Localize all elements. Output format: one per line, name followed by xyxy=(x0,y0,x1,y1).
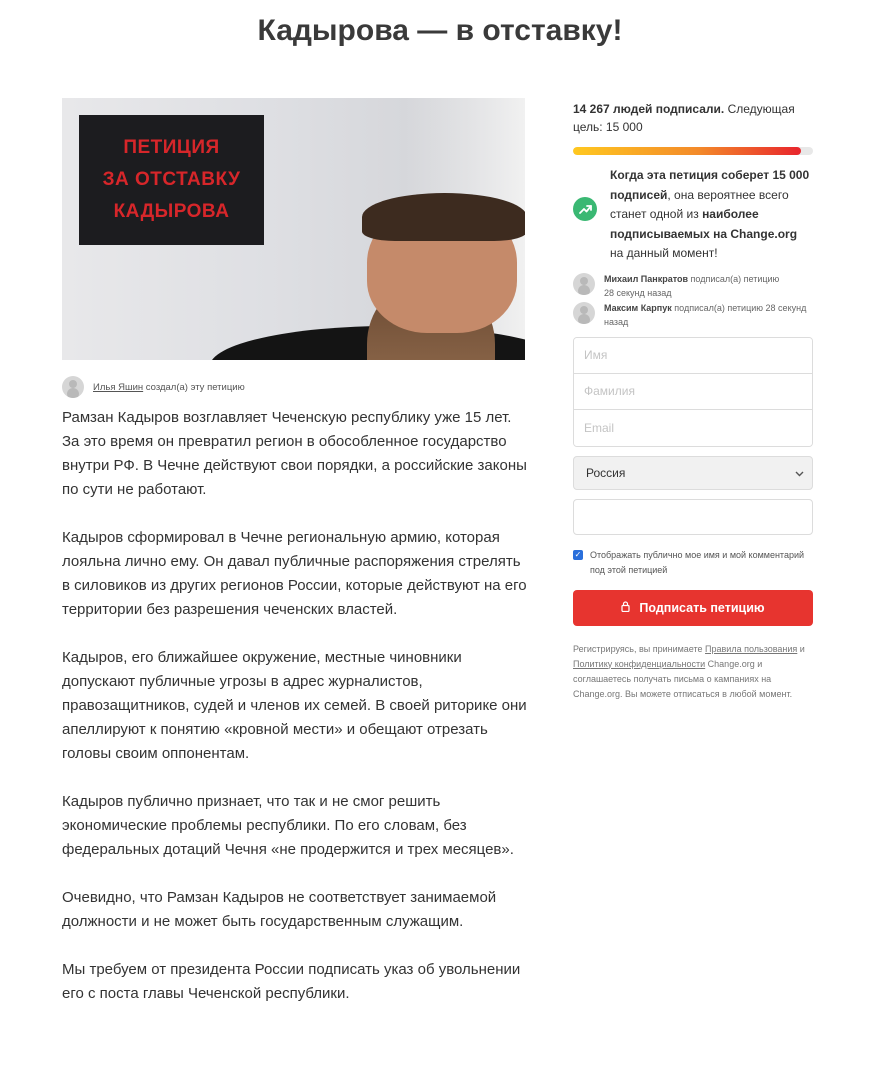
petition-sign xyxy=(79,115,264,245)
body-paragraph: Рамзан Кадыров возглавляет Чеченскую республику уже 15 лет. За это время он превратил регион в обособленное государство внутри РФ. В Чечне действуют свои порядки, а российские законы по сути не работают. xyxy=(62,409,527,498)
recent-signer: Максим Карпук подписал(а) петицию 28 секунд назад xyxy=(573,301,813,329)
email-field[interactable] xyxy=(574,410,812,446)
first-name-field[interactable] xyxy=(574,338,812,374)
signer-avatar xyxy=(573,273,595,295)
progress-fill xyxy=(573,147,801,155)
recent-signers xyxy=(573,272,813,329)
signer-name: Максим Карпук xyxy=(604,302,672,313)
sign-form xyxy=(573,337,813,702)
chevron-down-icon xyxy=(795,466,804,480)
body-paragraph: Кадыров сформировал в Чечне региональную армию, которая лояльна лично ему. Он давал публичные распоряжения стрелять в силовиков из других регионов России, которые действуют на его территории без разрешения чеченских властей. xyxy=(62,529,527,618)
signer-time: 28 секунд назад xyxy=(604,287,672,298)
author-action-text: создал(а) эту петицию xyxy=(145,381,245,393)
petition-author xyxy=(62,376,245,398)
signer-time: 28 секунд назад xyxy=(604,302,807,327)
country-select[interactable] xyxy=(573,456,813,490)
body-paragraph: Очевидно, что Рамзан Кадыров не соответствует занимаемой должности и не может быть государственным служащим. xyxy=(62,889,497,930)
lock-icon xyxy=(621,601,630,615)
sign-petition-label: Подписать петицию xyxy=(639,600,765,615)
sign-line-3: КАДЫРОВА xyxy=(113,201,230,222)
signer-avatar xyxy=(573,302,595,324)
sign-petition-button[interactable] xyxy=(573,590,813,626)
trending-up-icon xyxy=(573,197,597,221)
country-value: Россия xyxy=(586,465,626,480)
sign-sidebar xyxy=(573,100,813,702)
goal-text: Следующая цель: 15 000 xyxy=(573,102,795,134)
signer-name: Михаил Панкратов xyxy=(604,273,689,284)
terms-link[interactable]: Правила пользования xyxy=(705,643,798,654)
signed-count: 14 267 людей подписали. xyxy=(573,102,725,116)
person-hair xyxy=(362,193,525,241)
display-publicly-label: Отображать публично мое имя и мой комментарий под этой петицией xyxy=(590,549,805,575)
petition-body xyxy=(62,406,532,1030)
last-name-field[interactable] xyxy=(574,374,812,410)
page-title: Кадырова — в отставку! xyxy=(257,14,623,47)
sign-line-2: ЗА ОТСТАВКУ xyxy=(102,169,241,190)
comment-field[interactable] xyxy=(573,499,813,535)
legal-notice: Регистрируясь, вы принимаете Правила пользования и Политику конфиденциальности Change.org и соглашаетесь получать письма о кампаниях на Change.org. Вы можете отписаться в любой момент. xyxy=(573,643,805,699)
body-paragraph: Мы требуем от президента России подписать указ об увольнении его с поста главы Чеченской республики. xyxy=(62,961,521,1002)
signature-progress-bar xyxy=(573,147,813,155)
privacy-policy-link[interactable]: Политику конфиденциальности xyxy=(573,658,706,669)
signature-goal xyxy=(573,100,813,136)
body-paragraph: Кадыров, его ближайшее окружение, местные чиновники допускают публичные угрозы в адрес журналистов, правозащитников, судей и членов их семей. В своей риторике они апеллируют к понятию «кровной мести» и обещают отрезать головы своим оппонентам. xyxy=(62,649,527,762)
petition-image xyxy=(62,98,525,360)
display-publicly-option[interactable] xyxy=(573,548,813,578)
sign-line-1: ПЕТИЦИЯ xyxy=(123,137,220,158)
author-avatar xyxy=(62,376,84,398)
promo-text: Когда эта петиция соберет 15 000 подписей, она вероятнее всего станет одной из наиболее подписываемых на Change.org на данный момент! xyxy=(610,168,810,260)
recent-signer: Михаил Панкратов подписал(а) петицию 28 секунд назад xyxy=(573,272,813,300)
body-paragraph: Кадыров публично признает, что так и не смог решить экономические проблемы республики. По его словам, без федеральных дотаций Чечня «не продержится и трех месяцев». xyxy=(62,793,514,858)
name-email-group xyxy=(573,337,813,447)
promo-notice xyxy=(573,166,813,264)
display-publicly-checkbox[interactable]: ✓ xyxy=(574,549,582,559)
author-name-link[interactable]: Илья Яшин xyxy=(93,381,144,393)
